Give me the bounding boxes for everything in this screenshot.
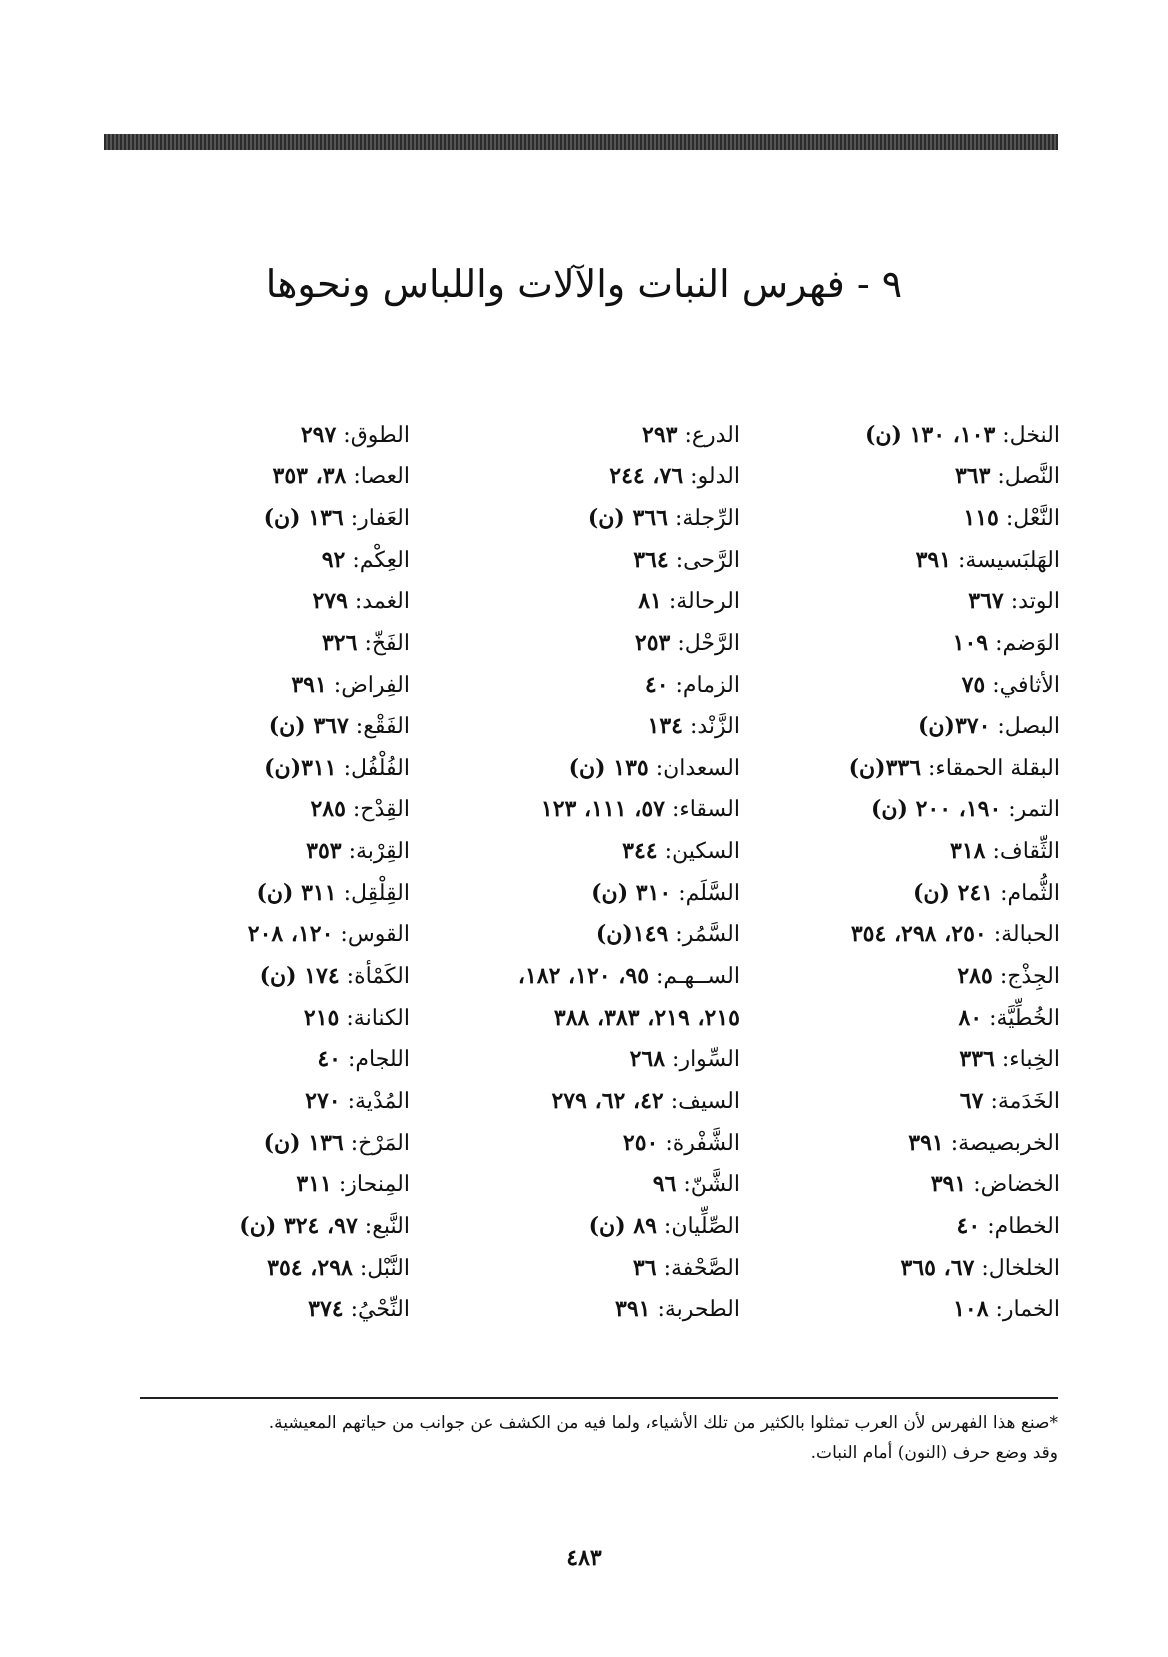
index-entry	[958, 1003, 1060, 1034]
entry-pages: ٨٩ (ن)	[588, 1213, 657, 1239]
index-entry	[901, 1253, 1060, 1284]
entry-pages: ٤٠	[956, 1213, 981, 1239]
entry-pages: ٢١٥	[303, 1005, 340, 1031]
entry-term: الفُلْفُل:	[343, 756, 410, 781]
entry-pages: ٣٩١	[930, 1171, 967, 1197]
entry-term: النَّعْل:	[1005, 506, 1060, 531]
index-entry	[851, 919, 1060, 950]
entry-term: السقاء:	[671, 797, 740, 822]
entry-pages: ٣١١(ن)	[264, 755, 337, 781]
entry-term: السعدان:	[655, 756, 740, 781]
entry-pages: ١٣٥ (ن)	[568, 755, 649, 781]
entry-pages: ٢٦٨	[629, 1046, 666, 1072]
entry-pages: ١٣٦ (ن)	[263, 505, 344, 531]
index-entry	[622, 836, 740, 867]
entry-pages: ٢٥٣	[634, 630, 671, 656]
index-entry	[931, 1169, 1060, 1200]
index-entry	[273, 461, 410, 492]
index-entry	[955, 461, 1060, 492]
page-title: ٩ - فهرس النبات والآلات واللباس ونحوها	[265, 262, 903, 306]
index-entry	[865, 420, 1060, 451]
entry-term: اللجام:	[347, 1047, 410, 1072]
entry-pages: ٣٧٠(ن)	[917, 713, 991, 739]
entry-term: النَّبْل:	[359, 1256, 410, 1281]
entry-term: الخطام:	[987, 1214, 1060, 1239]
entry-pages: ١٠٨	[953, 1296, 989, 1322]
entry-term: الخُطِّيَّة:	[989, 1006, 1060, 1031]
index-entry	[615, 1294, 740, 1325]
footnote-line: وقد وضع حرف (النون) أمام النبات.	[810, 1443, 1058, 1463]
entry-pages: ٣١٨	[950, 838, 986, 864]
index-entry	[322, 628, 410, 659]
entry-term: الهَلبَسيسة:	[958, 548, 1060, 573]
entry-term: الشَّفْرة:	[665, 1131, 740, 1156]
entry-pages: ١٧٤ (ن)	[259, 963, 340, 989]
index-entry	[301, 420, 410, 451]
index-entry	[950, 836, 1060, 867]
entry-pages: ٢٨٥	[310, 796, 346, 822]
entry-term: العصا:	[353, 464, 410, 489]
entry-pages: ١٣٤	[647, 713, 683, 739]
entry-term: الرِّجلة:	[674, 506, 740, 531]
page-number: ٤٨٣	[566, 1545, 602, 1571]
index-entry	[596, 919, 740, 950]
entry-pages: ٩٧، ٣٢٤ (ن)	[239, 1213, 358, 1239]
entry-term: الخمار:	[995, 1297, 1060, 1322]
index-column-3	[160, 420, 410, 1380]
entry-pages: ١٩٠، ٢٠٠ (ن)	[870, 796, 1002, 822]
entry-term: الزمام:	[675, 673, 740, 698]
footnote-rule	[140, 1397, 1058, 1399]
index-entry	[589, 1211, 740, 1242]
entry-pages: ٩٢	[321, 547, 346, 573]
index-entry	[609, 461, 740, 492]
entry-term: الشَّنّ:	[683, 1172, 740, 1197]
index-entry	[260, 961, 410, 992]
entry-pages: ١٠٩	[952, 630, 989, 656]
entry-pages: ٣٩١	[615, 1296, 651, 1322]
index-column-2	[410, 420, 740, 1380]
entry-term: الثِّقاف:	[992, 839, 1060, 864]
entry-pages: ٩٥، ١٢٠، ١٨٢،	[517, 963, 650, 989]
index-entry	[908, 1128, 1060, 1159]
entry-term: العِكْم:	[352, 548, 410, 573]
entry-pages: ١٢٠، ٢٠٨	[247, 921, 334, 947]
index-entry	[953, 628, 1060, 659]
entry-pages: ٥٧، ١١١، ١٢٣	[540, 796, 665, 822]
index-entry	[633, 545, 740, 576]
entry-term: النخل:	[1002, 423, 1060, 448]
index-column-1	[740, 420, 1060, 1380]
entry-pages: ٤٠	[644, 672, 669, 698]
entry-term: الســهـم:	[656, 964, 740, 989]
index-columns	[160, 420, 1060, 1380]
entry-term: النَّصل:	[997, 464, 1060, 489]
entry-pages: ٧٥	[961, 672, 986, 698]
entry-pages: ٣٢٦	[321, 630, 358, 656]
entry-pages: ٤٢، ٦٢، ٢٧٩	[551, 1088, 664, 1114]
index-entry	[305, 1086, 410, 1117]
entry-term: السكين:	[664, 839, 740, 864]
entry-term: البصل:	[997, 714, 1060, 739]
index-entry	[963, 503, 1060, 534]
entry-term: الجِذْج:	[999, 964, 1060, 989]
index-entry	[959, 1044, 1060, 1075]
entry-pages: ٣٩١	[915, 547, 952, 573]
entry-pages: ٨١	[638, 588, 662, 614]
entry-term: السيف:	[670, 1089, 740, 1114]
entry-term: التمر:	[1008, 797, 1060, 822]
entry-term: الوتد:	[1010, 589, 1060, 614]
entry-term: الفِراض:	[333, 673, 410, 698]
index-entry	[541, 794, 740, 825]
entry-pages: ١٤٩(ن)	[595, 921, 669, 947]
index-entry	[264, 503, 410, 534]
index-entry	[645, 670, 740, 701]
entry-pages: ٢٩٧	[300, 422, 337, 448]
entry-pages: ٣٣٦(ن)	[848, 755, 922, 781]
entry-term: البقلة الحمقاء:	[928, 756, 1060, 781]
entry-pages: ٣١٠ (ن)	[591, 880, 672, 906]
index-entry	[849, 753, 1060, 784]
header-rule	[104, 134, 1058, 150]
index-entry	[918, 711, 1060, 742]
entry-pages: ٣٩١	[291, 672, 327, 698]
entry-pages: ٢٤١ (ن)	[912, 880, 994, 906]
index-entry	[308, 1294, 410, 1325]
entry-term: المُدْية:	[347, 1089, 410, 1114]
entry-term: الدلو:	[690, 464, 740, 489]
index-entry	[653, 1169, 740, 1200]
index-entry	[960, 1086, 1060, 1117]
index-entry	[968, 586, 1060, 617]
entry-term: السَّلَم:	[678, 881, 740, 906]
index-entry	[306, 836, 410, 867]
index-entry	[623, 1128, 740, 1159]
entry-pages: ٣٧٤	[308, 1296, 344, 1322]
index-entry	[591, 878, 740, 909]
entry-pages: ٢١٥، ٢١٩، ٣٨٣، ٣٨٨	[553, 1005, 740, 1031]
entry-pages: ٢٨٥	[957, 963, 993, 989]
entry-pages: ٢٥٠، ٢٩٨، ٣٥٤	[850, 921, 987, 947]
index-entry	[312, 586, 410, 617]
entry-term: الرَّحى:	[675, 548, 740, 573]
entry-pages: ٢٥٠	[622, 1130, 659, 1156]
entry-term: السَّمُر:	[675, 922, 740, 947]
entry-term: المَرْخ:	[350, 1131, 410, 1156]
index-entry	[322, 545, 410, 576]
index-entry	[633, 1253, 740, 1284]
index-entry	[518, 961, 740, 992]
entry-term: الثُّمام:	[1000, 881, 1060, 906]
entry-pages: ٧٦، ٢٤٤	[609, 463, 684, 489]
entry-pages: ٦٧، ٣٦٥	[900, 1255, 975, 1281]
entry-pages: ١٣٦ (ن)	[263, 1130, 344, 1156]
entry-pages: ٣١١ (ن)	[256, 880, 337, 906]
entry-pages: ٢٧٩	[312, 588, 348, 614]
entry-term: القِدْح:	[352, 797, 410, 822]
entry-pages: ٣٦٦ (ن)	[587, 505, 668, 531]
index-entry	[291, 670, 410, 701]
index-entry	[551, 1086, 740, 1117]
entry-pages: ٣٦٣	[954, 463, 991, 489]
entry-pages: ٣٣٦	[959, 1046, 995, 1072]
index-entry	[267, 1253, 410, 1284]
entry-pages: ٣١١	[296, 1171, 332, 1197]
entry-pages: ٨٠	[958, 1005, 983, 1031]
index-entry	[588, 503, 740, 534]
index-entry	[310, 794, 410, 825]
entry-term: الكنانة:	[346, 1006, 410, 1031]
entry-term: الأثافي:	[992, 673, 1060, 698]
index-entry	[648, 711, 741, 742]
entry-pages: ٣٤٤	[622, 838, 658, 864]
index-entry	[296, 1169, 410, 1200]
entry-pages: ٣٦	[632, 1255, 657, 1281]
entry-term: العَفار:	[350, 506, 410, 531]
entry-pages: ٣٦٧ (ن)	[268, 713, 349, 739]
entry-term: الخلخال:	[981, 1256, 1060, 1281]
index-entry	[638, 586, 740, 617]
footnote	[118, 1408, 1058, 1468]
index-entry	[957, 1211, 1060, 1242]
entry-term: القِلْقِل:	[343, 881, 410, 906]
entry-pages: ٣٦٧	[968, 588, 1004, 614]
index-entry	[635, 628, 740, 659]
index-entry	[569, 753, 740, 784]
entry-term: القوس:	[340, 922, 410, 947]
index-entry	[630, 1044, 740, 1075]
entry-term: الطوق:	[343, 423, 410, 448]
index-entry	[957, 961, 1060, 992]
index-entry	[554, 1003, 740, 1034]
entry-term: الوَضم:	[995, 631, 1060, 656]
entry-term: الكَمْأة:	[346, 964, 410, 989]
entry-term: النَّبع:	[364, 1214, 410, 1239]
entry-pages: ٣٥٣	[306, 838, 342, 864]
index-entry	[962, 670, 1060, 701]
entry-pages: ٣٦٤	[633, 547, 669, 573]
index-entry	[317, 1044, 410, 1075]
entry-term: الخَدَمة:	[990, 1089, 1060, 1114]
entry-term: الزَّنْد:	[689, 714, 740, 739]
entry-term: الصِّلِّيان:	[663, 1214, 740, 1239]
index-entry	[264, 753, 410, 784]
entry-pages: ٢٧٠	[305, 1088, 341, 1114]
index-entry	[239, 1211, 410, 1242]
entry-pages: ٢٩٣	[642, 422, 678, 448]
entry-term: الخربصيصة:	[950, 1131, 1060, 1156]
entry-pages: ١٠٣، ١٣٠ (ن)	[864, 422, 996, 448]
entry-term: الخِباء:	[1001, 1047, 1060, 1072]
index-entry	[256, 878, 410, 909]
index-entry	[248, 919, 410, 950]
entry-term: الفَخّ:	[364, 631, 410, 656]
entry-pages: ٦٧	[959, 1088, 984, 1114]
entry-term: الطحربة:	[657, 1297, 740, 1322]
entry-term: الدرع:	[684, 423, 740, 448]
index-entry	[264, 1128, 410, 1159]
index-entry	[269, 711, 410, 742]
entry-term: الرحالة:	[668, 589, 740, 614]
index-entry	[642, 420, 740, 451]
index-entry	[871, 794, 1060, 825]
index-entry	[304, 1003, 410, 1034]
entry-term: المِنحاز:	[338, 1172, 410, 1197]
entry-pages: ١١٥	[963, 505, 999, 531]
entry-term: الفَقْع:	[355, 714, 410, 739]
entry-pages: ٣٨، ٣٥٣	[272, 463, 347, 489]
entry-term: القِرْبة:	[348, 839, 410, 864]
index-entry	[953, 1294, 1060, 1325]
entry-pages: ٩٦	[652, 1171, 677, 1197]
entry-term: السِّوار:	[672, 1047, 740, 1072]
entry-term: الخضاض:	[973, 1172, 1060, 1197]
entry-pages: ٢٩٨، ٣٥٤	[267, 1255, 353, 1281]
entry-term: الصَّحْفة:	[663, 1256, 740, 1281]
footnote-line: *صنع هذا الفهرس لأن العرب تمثلوا بالكثير من تلك الأشياء، ولما فيه من الكشف عن جوانب من حياتهم المعيشية.	[268, 1413, 1058, 1433]
entry-term: الحبالة:	[993, 922, 1060, 947]
entry-term: الرَّحْل:	[677, 631, 740, 656]
entry-pages: ٣٩١	[908, 1130, 944, 1156]
entry-term: النِّحْيُ:	[350, 1297, 410, 1322]
index-entry	[916, 545, 1060, 576]
index-entry	[913, 878, 1060, 909]
entry-pages: ٤٠	[317, 1046, 341, 1072]
entry-term: الغمد:	[354, 589, 410, 614]
